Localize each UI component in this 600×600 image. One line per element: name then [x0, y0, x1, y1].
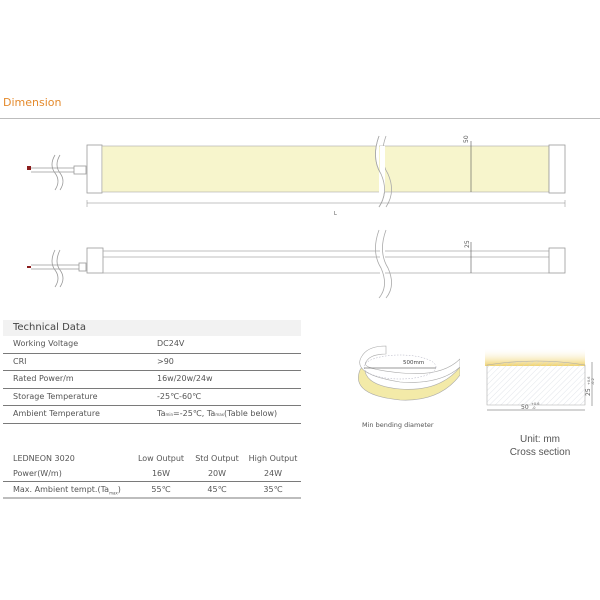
section-title: Dimension — [3, 96, 62, 109]
height-dimension-label: 50 — [463, 135, 470, 143]
cross-section-diagram — [475, 340, 600, 420]
length-dimension-label: L — [334, 211, 337, 217]
table-row: Ambient Temperature Tamin=-25℃, Tamax(Table below) — [3, 406, 301, 424]
table-row: Rated Power/m 16w/20w/24w — [3, 371, 301, 389]
output-table — [3, 451, 301, 499]
cross-section-title: Cross section — [509, 447, 571, 458]
table-header-row: LEDNEON 3020 Low Output Std Output High Output — [13, 454, 298, 463]
ambient-temperature-value: Tamin=-25℃, Tamax(Table below) — [157, 409, 278, 418]
table-row: Working Voltage DC24V — [3, 336, 301, 354]
bending-diameter-label: 500mm — [403, 360, 425, 366]
svg-text:+0.6: +0.6 — [587, 376, 591, 385]
svg-text:+0.6: +0.6 — [531, 402, 540, 406]
table-row: Storage Temperature -25℃-60℃ — [3, 389, 301, 407]
svg-text:-0.2: -0.2 — [591, 378, 595, 385]
table-row: Power(W/m) 16W 20W 24W — [3, 466, 301, 482]
svg-text:-0: -0 — [532, 406, 536, 410]
section-divider — [0, 118, 600, 119]
cross-height-label: 25 — [585, 388, 592, 396]
bending-caption: Min bending diameter — [362, 421, 434, 429]
width-dimension-label: 25 — [464, 240, 471, 248]
cross-width-label: 50 — [521, 404, 529, 411]
technical-data-table — [3, 320, 301, 424]
top-view-drawing — [0, 225, 600, 300]
technical-data-title: Technical Data — [3, 320, 301, 336]
bending-diagram — [340, 340, 460, 410]
table-row: CRI >90 — [3, 354, 301, 372]
table-row: Max. Ambient $tempt.(Ta_{max})$ 55℃ 45℃ 35℃ — [3, 482, 301, 499]
cross-section-caption — [480, 433, 600, 459]
unit-label: Unit: mm — [520, 434, 560, 445]
side-view-drawing — [0, 125, 600, 220]
